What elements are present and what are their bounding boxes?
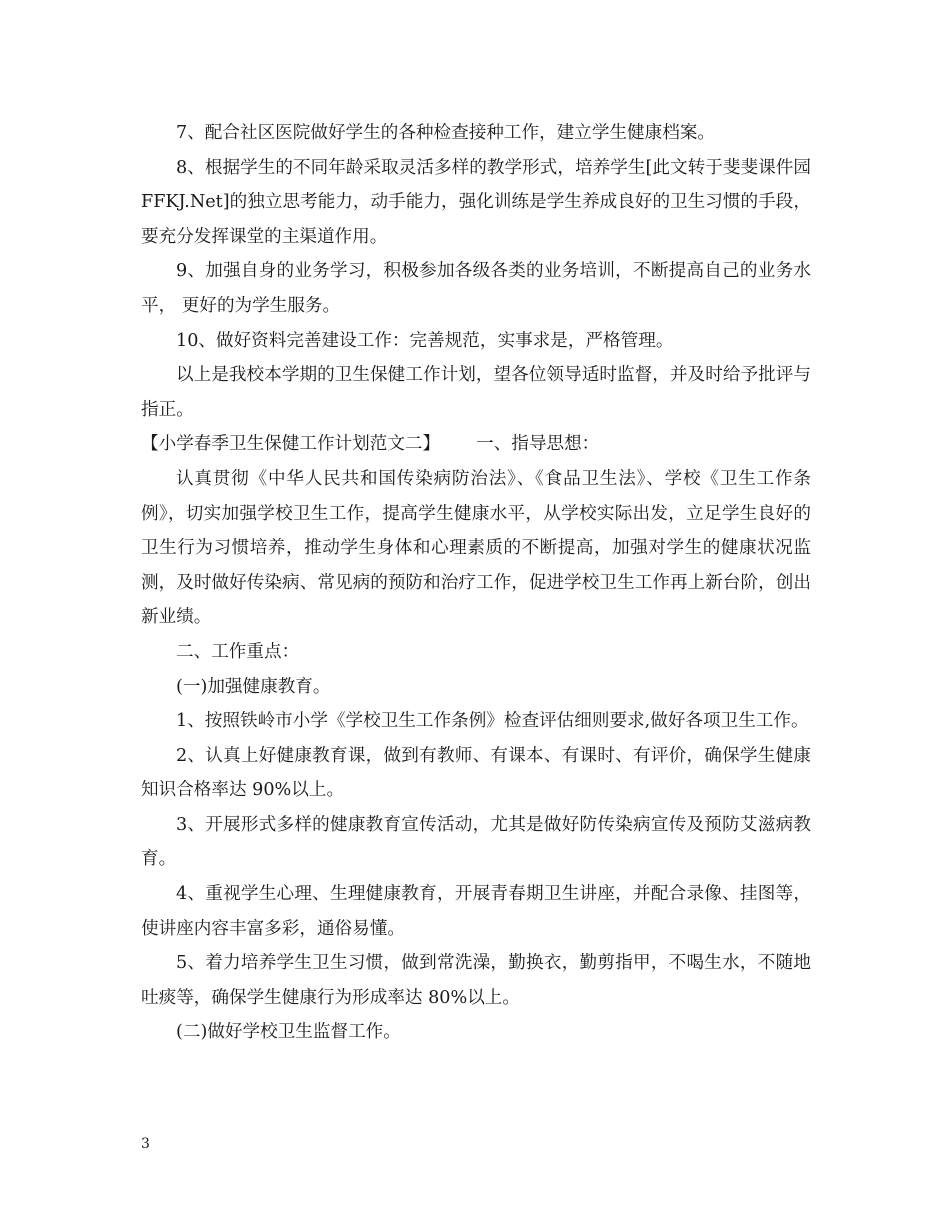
paragraph-focus-3: 3、开展形式多样的健康教育宣传活动，尤其是做好防传染病宣传及预防艾滋病教育。 — [141, 814, 811, 870]
paragraph-focus-4: 4、重视学生心理、生理健康教育，开展青春期卫生讲座，并配合录像、挂图等，使讲座内容丰富多彩，通俗易懂。 — [141, 884, 811, 939]
paragraph-focus-5: 5、着力培养学生卫生习惯，做到常洗澡，勤换衣，勤剪指甲，不喝生水，不随地吐痰等，确保学生健康行为形成率达 80%以上。 — [141, 953, 811, 1008]
document-body — [141, 116, 811, 1050]
section-title-guiding-ideology: 一、指导思想： — [476, 434, 600, 455]
paragraph-summary: 以上是我校本学期的卫生保健工作计划，望各位领导适时监督，并及时给予批评与指正。 — [141, 365, 811, 420]
paragraph-item-7: 7、配合社区医院做好学生的各种检查接种工作，建立学生健康档案。 — [176, 123, 716, 143]
paragraph-item-8: 8、根据学生的不同年龄采取灵活多样的教学形式，培养学生[此文转于斐斐课件园 FFKJ.Net]的独立思考能力，动手能力，强化训练是学生养成良好的卫生习惯的手段，要充分发挥课堂的主渠道作用。 — [141, 157, 811, 247]
subsection-title-supervision: (二)做好学校卫生监督工作。 — [176, 1022, 401, 1043]
paragraph-guiding-ideology: 认真贯彻《中华人民共和国传染病防治法》、《食品卫生法》、学校《卫生工作条例》，切实加强学校卫生工作，提高学生健康水平，从学校实际出发，立足学生良好的卫生行为习惯培养，推动学生身体和心理素质的不断提高，加强对学生的健康状况监测，及时做好传染病、常见病的预防和治疗工作，促进学校卫生工作再上新台阶，创出新业绩。 — [141, 468, 811, 628]
document-title: 【小学春季卫生保健工作计划范文二】 — [141, 434, 441, 455]
paragraph-focus-1: 1、按照铁岭市小学《学校卫生工作条例》检查评估细则要求,做好各项卫生工作。 — [176, 711, 809, 732]
paragraph-focus-2: 2、认真上好健康教育课，做到有教师、有课本、有课时、有评价，确保学生健康知识合格率达 90%以上。 — [141, 745, 811, 801]
page-number: 3 — [141, 1136, 150, 1152]
section-heading — [141, 427, 811, 462]
section-title-work-focus: 二、工作重点： — [176, 641, 300, 662]
paragraph-item-10: 10、做好资料完善建设工作：完善规范，实事求是，严格管理。 — [176, 330, 674, 351]
paragraph-item-9: 9、加强自身的业务学习，积极参加各级各类的业务培训，不断提高自己的业务水平， 更好的为学生服务。 — [141, 261, 811, 316]
subsection-title-health-education: (一)加强健康教育。 — [176, 676, 331, 697]
